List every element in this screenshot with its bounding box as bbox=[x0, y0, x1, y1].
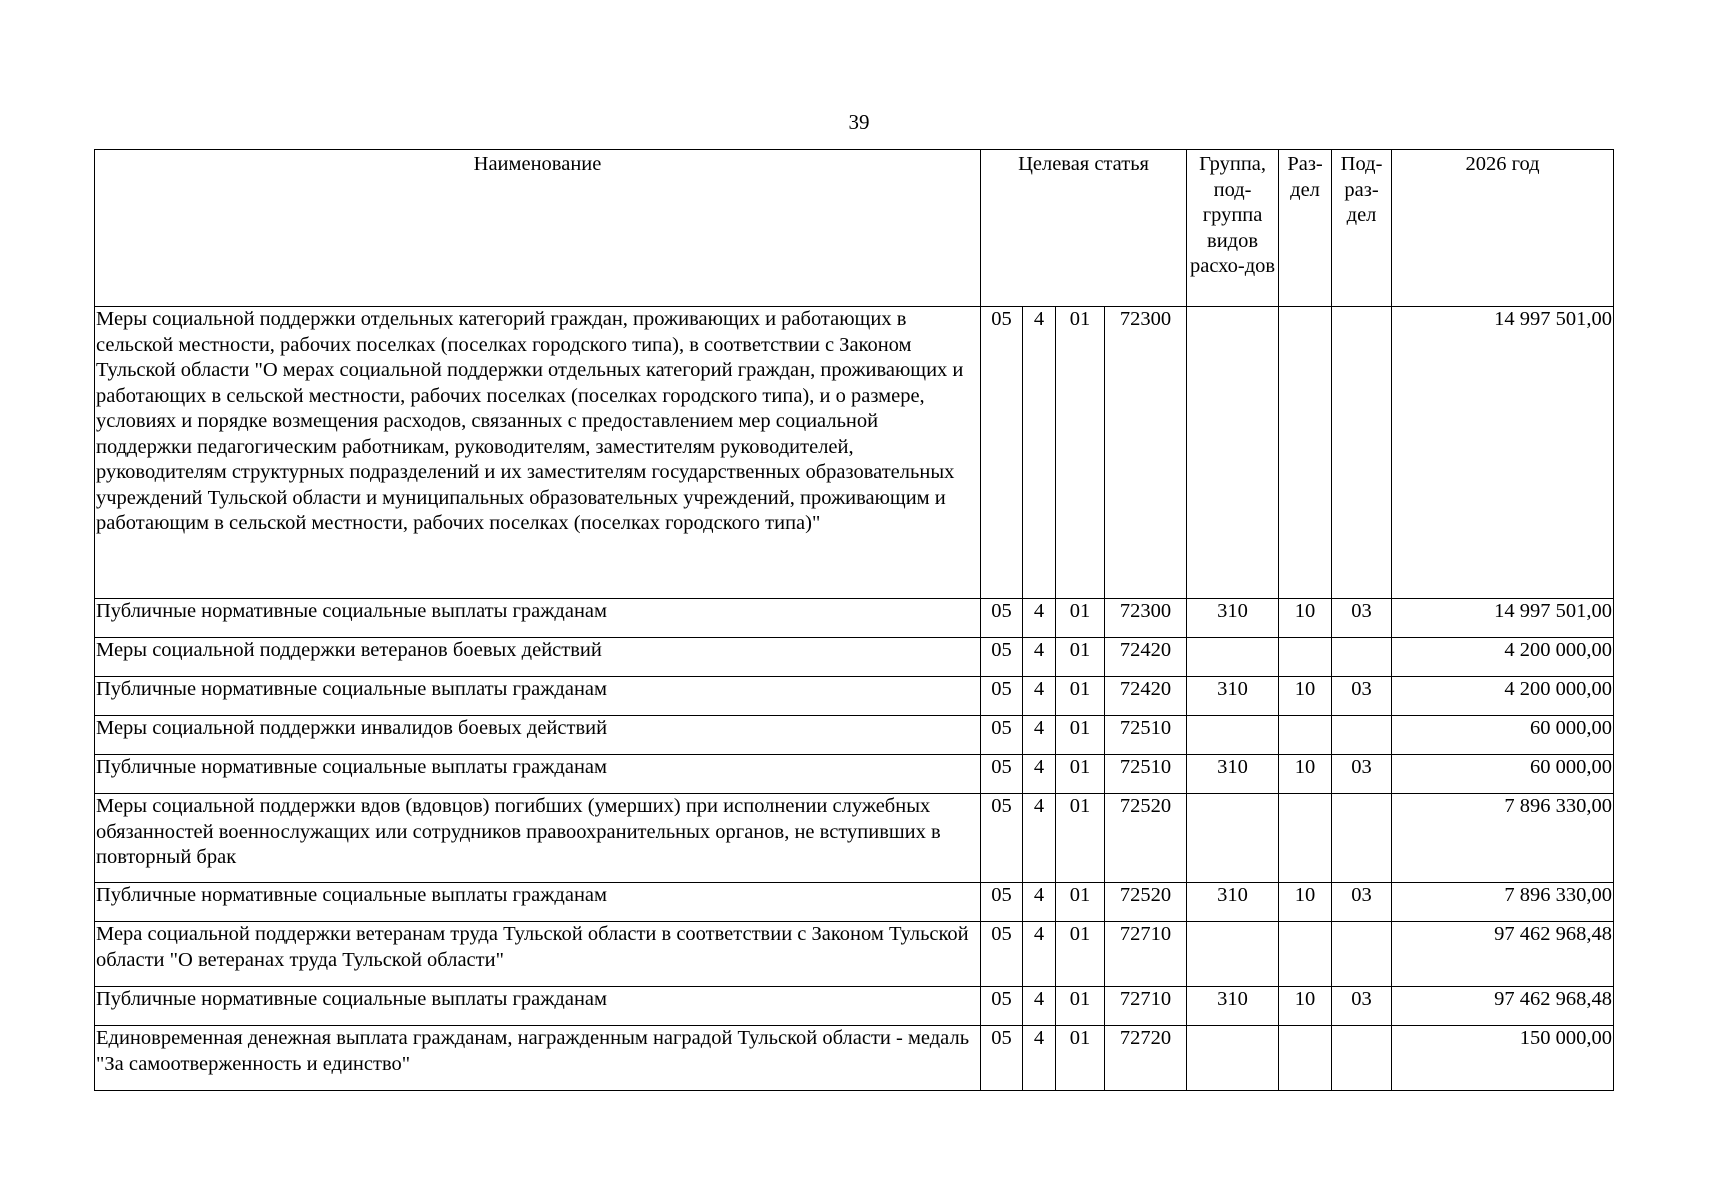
amount-2026: 97 462 968,48 bbox=[1392, 922, 1614, 987]
target-measure-code: 01 bbox=[1056, 638, 1105, 677]
target-subprogram-code: 4 bbox=[1023, 677, 1056, 716]
target-program-code: 05 bbox=[981, 987, 1023, 1026]
table-row bbox=[95, 677, 1614, 716]
target-subprogram-code: 4 bbox=[1023, 922, 1056, 987]
target-direction-code: 72510 bbox=[1105, 755, 1187, 794]
header-name: Наименование bbox=[95, 150, 981, 307]
target-direction-code: 72710 bbox=[1105, 987, 1187, 1026]
header-subsection: Под-раз-дел bbox=[1332, 150, 1392, 307]
target-measure-code: 01 bbox=[1056, 716, 1105, 755]
amount-2026: 14 997 501,00 bbox=[1392, 307, 1614, 599]
subsection-code bbox=[1332, 307, 1392, 599]
target-measure-code: 01 bbox=[1056, 307, 1105, 599]
target-subprogram-code: 4 bbox=[1023, 599, 1056, 638]
header-year-2026: 2026 год bbox=[1392, 150, 1614, 307]
target-direction-code: 72720 bbox=[1105, 1026, 1187, 1091]
expense-group-code bbox=[1187, 716, 1279, 755]
subsection-code bbox=[1332, 638, 1392, 677]
row-name: Меры социальной поддержки ветеранов боевых действий bbox=[95, 638, 981, 677]
header-section: Раз-дел bbox=[1279, 150, 1332, 307]
target-measure-code: 01 bbox=[1056, 1026, 1105, 1091]
amount-2026: 4 200 000,00 bbox=[1392, 677, 1614, 716]
amount-2026: 4 200 000,00 bbox=[1392, 638, 1614, 677]
expense-group-code: 310 bbox=[1187, 599, 1279, 638]
row-name: Меры социальной поддержки отдельных категорий граждан, проживающих и работающих в сельской местности, рабочих поселках (поселках городского типа), в соответствии с Законом Тульской области "О мерах социальной поддержки отдельных категорий граждан, проживающих и работающих в сельской местности, рабочих поселках (поселках городского типа), и о размере, условиях и порядке возмещения расходов, связанных с предоставлением мер социальной поддержки педагогическим работникам, руководителям, заместителям руководителей, руководителям структурных подразделений и их заместителям государственных образовательных учреждений Тульской области и муниципальных образовательных учреждений, проживающим и работающим в сельской местности, рабочих поселках (поселках городского типа)" bbox=[95, 307, 981, 599]
header-target-article: Целевая статья bbox=[981, 150, 1187, 307]
page-number: 39 bbox=[848, 110, 870, 134]
expense-group-code bbox=[1187, 307, 1279, 599]
target-subprogram-code: 4 bbox=[1023, 794, 1056, 883]
row-name: Публичные нормативные социальные выплаты гражданам bbox=[95, 755, 981, 794]
section-code bbox=[1279, 922, 1332, 987]
subsection-code bbox=[1332, 794, 1392, 883]
section-code: 10 bbox=[1279, 677, 1332, 716]
expense-group-code bbox=[1187, 922, 1279, 987]
amount-2026: 7 896 330,00 bbox=[1392, 794, 1614, 883]
subsection-code bbox=[1332, 922, 1392, 987]
subsection-code bbox=[1332, 1026, 1392, 1091]
section-code bbox=[1279, 1026, 1332, 1091]
expense-group-code bbox=[1187, 638, 1279, 677]
subsection-code bbox=[1332, 716, 1392, 755]
target-measure-code: 01 bbox=[1056, 755, 1105, 794]
target-program-code: 05 bbox=[981, 755, 1023, 794]
section-code bbox=[1279, 794, 1332, 883]
target-program-code: 05 bbox=[981, 638, 1023, 677]
target-direction-code: 72520 bbox=[1105, 883, 1187, 922]
section-code bbox=[1279, 638, 1332, 677]
table-row bbox=[95, 716, 1614, 755]
amount-2026: 97 462 968,48 bbox=[1392, 987, 1614, 1026]
subsection-code: 03 bbox=[1332, 677, 1392, 716]
header-row bbox=[95, 150, 1614, 307]
target-subprogram-code: 4 bbox=[1023, 1026, 1056, 1091]
section-code: 10 bbox=[1279, 987, 1332, 1026]
expense-group-code: 310 bbox=[1187, 883, 1279, 922]
target-subprogram-code: 4 bbox=[1023, 987, 1056, 1026]
row-name: Мера социальной поддержки ветеранам труда Тульской области в соответствии с Законом Тульской области "О ветеранах труда Тульской области" bbox=[95, 922, 981, 987]
subsection-code: 03 bbox=[1332, 599, 1392, 638]
target-measure-code: 01 bbox=[1056, 922, 1105, 987]
target-direction-code: 72420 bbox=[1105, 677, 1187, 716]
subsection-code: 03 bbox=[1332, 883, 1392, 922]
expense-group-code: 310 bbox=[1187, 987, 1279, 1026]
amount-2026: 60 000,00 bbox=[1392, 716, 1614, 755]
section-code bbox=[1279, 716, 1332, 755]
section-code: 10 bbox=[1279, 883, 1332, 922]
target-program-code: 05 bbox=[981, 922, 1023, 987]
target-direction-code: 72300 bbox=[1105, 599, 1187, 638]
table-row bbox=[95, 922, 1614, 987]
target-subprogram-code: 4 bbox=[1023, 716, 1056, 755]
amount-2026: 7 896 330,00 bbox=[1392, 883, 1614, 922]
target-direction-code: 72300 bbox=[1105, 307, 1187, 599]
table-row bbox=[95, 599, 1614, 638]
expense-group-code: 310 bbox=[1187, 755, 1279, 794]
budget-table bbox=[94, 149, 1614, 1091]
target-subprogram-code: 4 bbox=[1023, 638, 1056, 677]
target-measure-code: 01 bbox=[1056, 599, 1105, 638]
expense-group-code: 310 bbox=[1187, 677, 1279, 716]
section-code: 10 bbox=[1279, 599, 1332, 638]
target-direction-code: 72520 bbox=[1105, 794, 1187, 883]
target-direction-code: 72710 bbox=[1105, 922, 1187, 987]
section-code: 10 bbox=[1279, 755, 1332, 794]
table-row bbox=[95, 755, 1614, 794]
target-direction-code: 72510 bbox=[1105, 716, 1187, 755]
target-program-code: 05 bbox=[981, 883, 1023, 922]
subsection-code: 03 bbox=[1332, 755, 1392, 794]
row-name: Публичные нормативные социальные выплаты гражданам bbox=[95, 883, 981, 922]
target-measure-code: 01 bbox=[1056, 677, 1105, 716]
table-row bbox=[95, 307, 1614, 599]
row-name: Меры социальной поддержки вдов (вдовцов) погибших (умерших) при исполнении служебных обязанностей военнослужащих или сотрудников правоохранительных органов, не вступивших в повторный брак bbox=[95, 794, 981, 883]
header-expense-group: Группа, под-группа видов расхо-дов bbox=[1187, 150, 1279, 307]
target-subprogram-code: 4 bbox=[1023, 883, 1056, 922]
target-measure-code: 01 bbox=[1056, 987, 1105, 1026]
row-name: Меры социальной поддержки инвалидов боевых действий bbox=[95, 716, 981, 755]
row-name: Единовременная денежная выплата гражданам, награжденным наградой Тульской области - медаль "За самоотверженность и единство" bbox=[95, 1026, 981, 1091]
table-row bbox=[95, 883, 1614, 922]
table-row bbox=[95, 638, 1614, 677]
target-measure-code: 01 bbox=[1056, 794, 1105, 883]
expense-group-code bbox=[1187, 1026, 1279, 1091]
subsection-code: 03 bbox=[1332, 987, 1392, 1026]
section-code bbox=[1279, 307, 1332, 599]
row-name: Публичные нормативные социальные выплаты гражданам bbox=[95, 987, 981, 1026]
target-program-code: 05 bbox=[981, 794, 1023, 883]
target-program-code: 05 bbox=[981, 599, 1023, 638]
table-row bbox=[95, 987, 1614, 1026]
target-subprogram-code: 4 bbox=[1023, 307, 1056, 599]
table-row bbox=[95, 1026, 1614, 1091]
amount-2026: 14 997 501,00 bbox=[1392, 599, 1614, 638]
target-program-code: 05 bbox=[981, 307, 1023, 599]
target-program-code: 05 bbox=[981, 677, 1023, 716]
target-direction-code: 72420 bbox=[1105, 638, 1187, 677]
target-program-code: 05 bbox=[981, 716, 1023, 755]
row-name: Публичные нормативные социальные выплаты гражданам bbox=[95, 599, 981, 638]
amount-2026: 150 000,00 bbox=[1392, 1026, 1614, 1091]
row-name: Публичные нормативные социальные выплаты гражданам bbox=[95, 677, 981, 716]
target-subprogram-code: 4 bbox=[1023, 755, 1056, 794]
expense-group-code bbox=[1187, 794, 1279, 883]
table-row bbox=[95, 794, 1614, 883]
target-measure-code: 01 bbox=[1056, 883, 1105, 922]
amount-2026: 60 000,00 bbox=[1392, 755, 1614, 794]
target-program-code: 05 bbox=[981, 1026, 1023, 1091]
